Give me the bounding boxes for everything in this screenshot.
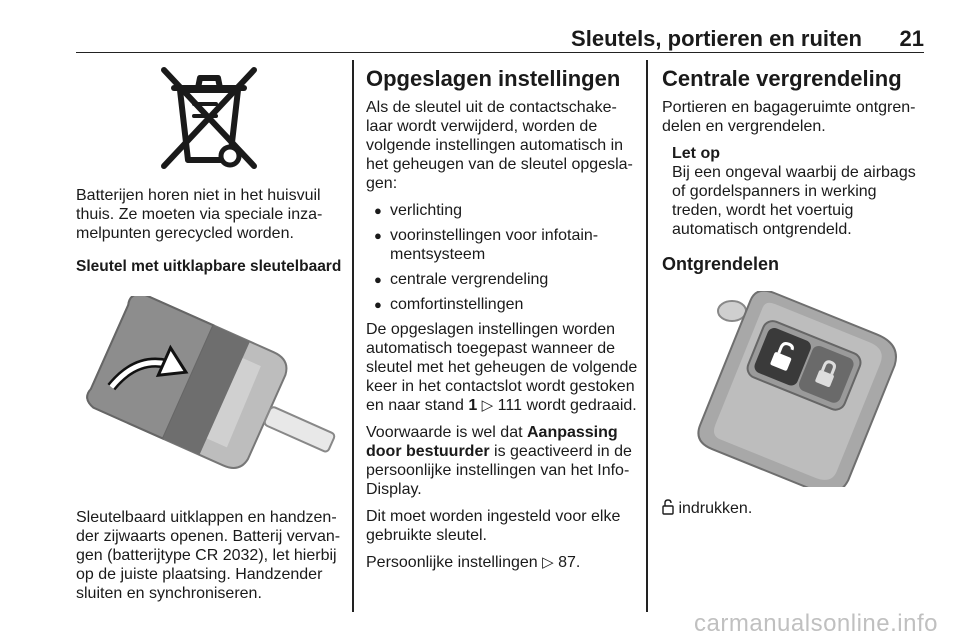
list-item: ● voorinstellingen voor infotain-mentsysteem — [366, 226, 638, 264]
column-divider-1 — [352, 60, 354, 612]
stored-settings-list — [366, 201, 638, 314]
crossed-bin-icon — [154, 64, 264, 172]
central-locking-heading: Centrale vergrendeling — [662, 66, 902, 91]
ignition-position: 1 — [468, 397, 478, 414]
personal-settings-label: Persoonlijke instellingen — [366, 554, 538, 571]
watermark: carmanualsonline.info — [694, 610, 938, 637]
note-box — [662, 144, 930, 239]
condition-text-end: is geactiveerd in de persoonlijke instellingen van het Info-Display. — [366, 443, 632, 498]
stored-settings-heading: Opgeslagen instellingen — [366, 66, 621, 91]
page-header — [76, 16, 924, 53]
stored-settings-apply-text — [366, 320, 638, 415]
page-reference: 87. — [558, 554, 581, 571]
personal-settings-reference — [366, 553, 638, 572]
apply-text-end: wordt gedraaid. — [526, 397, 637, 414]
list-item: ● verlichting — [366, 201, 638, 220]
note-title: Let op — [672, 145, 720, 162]
column-3 — [662, 60, 930, 526]
condition-text-start: Voorwaarde is wel dat — [366, 424, 523, 441]
central-locking-intro: Portieren en bagageruimte ontgren-delen en vergrendelen. — [662, 99, 916, 135]
list-item: ● centrale vergrendeling — [366, 270, 638, 289]
battery-disposal-text: Batterijen horen niet in het huisvuil thuis. Ze moeten via speciale inza-melpunten gerecycled worden. — [76, 187, 323, 242]
folding-key-instructions: Sleutelbaard uitklappen en handzen-der zijwaarts openen. Batterij vervan-gen (batterijtype CR 2032), let hierbij op de juiste plaatsing. Handzender sluiten en synchroniseren. — [76, 509, 341, 602]
list-item: ● comfortinstellingen — [366, 295, 638, 314]
column-divider-2 — [646, 60, 648, 612]
reference-arrow-icon: ▷ — [481, 397, 494, 414]
note-text: Bij een ongeval waarbij de airbags of gordelspanners in werking treden, wordt het voertuig automatisch ontgrendeld. — [672, 164, 916, 238]
stored-settings-intro: Als de sleutel uit de contactschake-laar wordt verwijderd, worden de volgende instellingen automatisch in het geheugen van de sleutel opgesla-gen: — [366, 99, 633, 192]
column-2 — [366, 60, 638, 580]
folding-key-illustration — [76, 296, 342, 486]
apply-text-start: De opgeslagen instellingen worden automatisch toegepast wanneer de sleutel met het geheugen de volgende keer in het contactslot wordt gestoken en naar stand — [366, 321, 638, 414]
driver-adjustment-term: Aanpassing door bestuurder — [366, 424, 618, 460]
unlock-icon — [662, 499, 674, 515]
header-title: Sleutels, portieren en ruiten — [571, 26, 862, 51]
stored-settings-per-key-text: Dit moet worden ingesteld voor elke gebruikte sleutel. — [366, 508, 621, 544]
folding-key-heading: Sleutel met uitklapbare sleutelbaard — [76, 258, 342, 275]
reference-arrow-icon: ▷ — [542, 554, 554, 571]
page-reference: 111 — [497, 397, 522, 414]
page-number: 21 — [899, 26, 924, 51]
column-1 — [76, 60, 342, 611]
unlock-heading: Ontgrendelen — [662, 254, 780, 274]
stored-settings-condition-text — [366, 423, 638, 499]
unlock-caption-text: indrukken. — [678, 500, 753, 517]
remote-key-illustration — [680, 291, 916, 487]
unlock-caption — [662, 499, 930, 518]
